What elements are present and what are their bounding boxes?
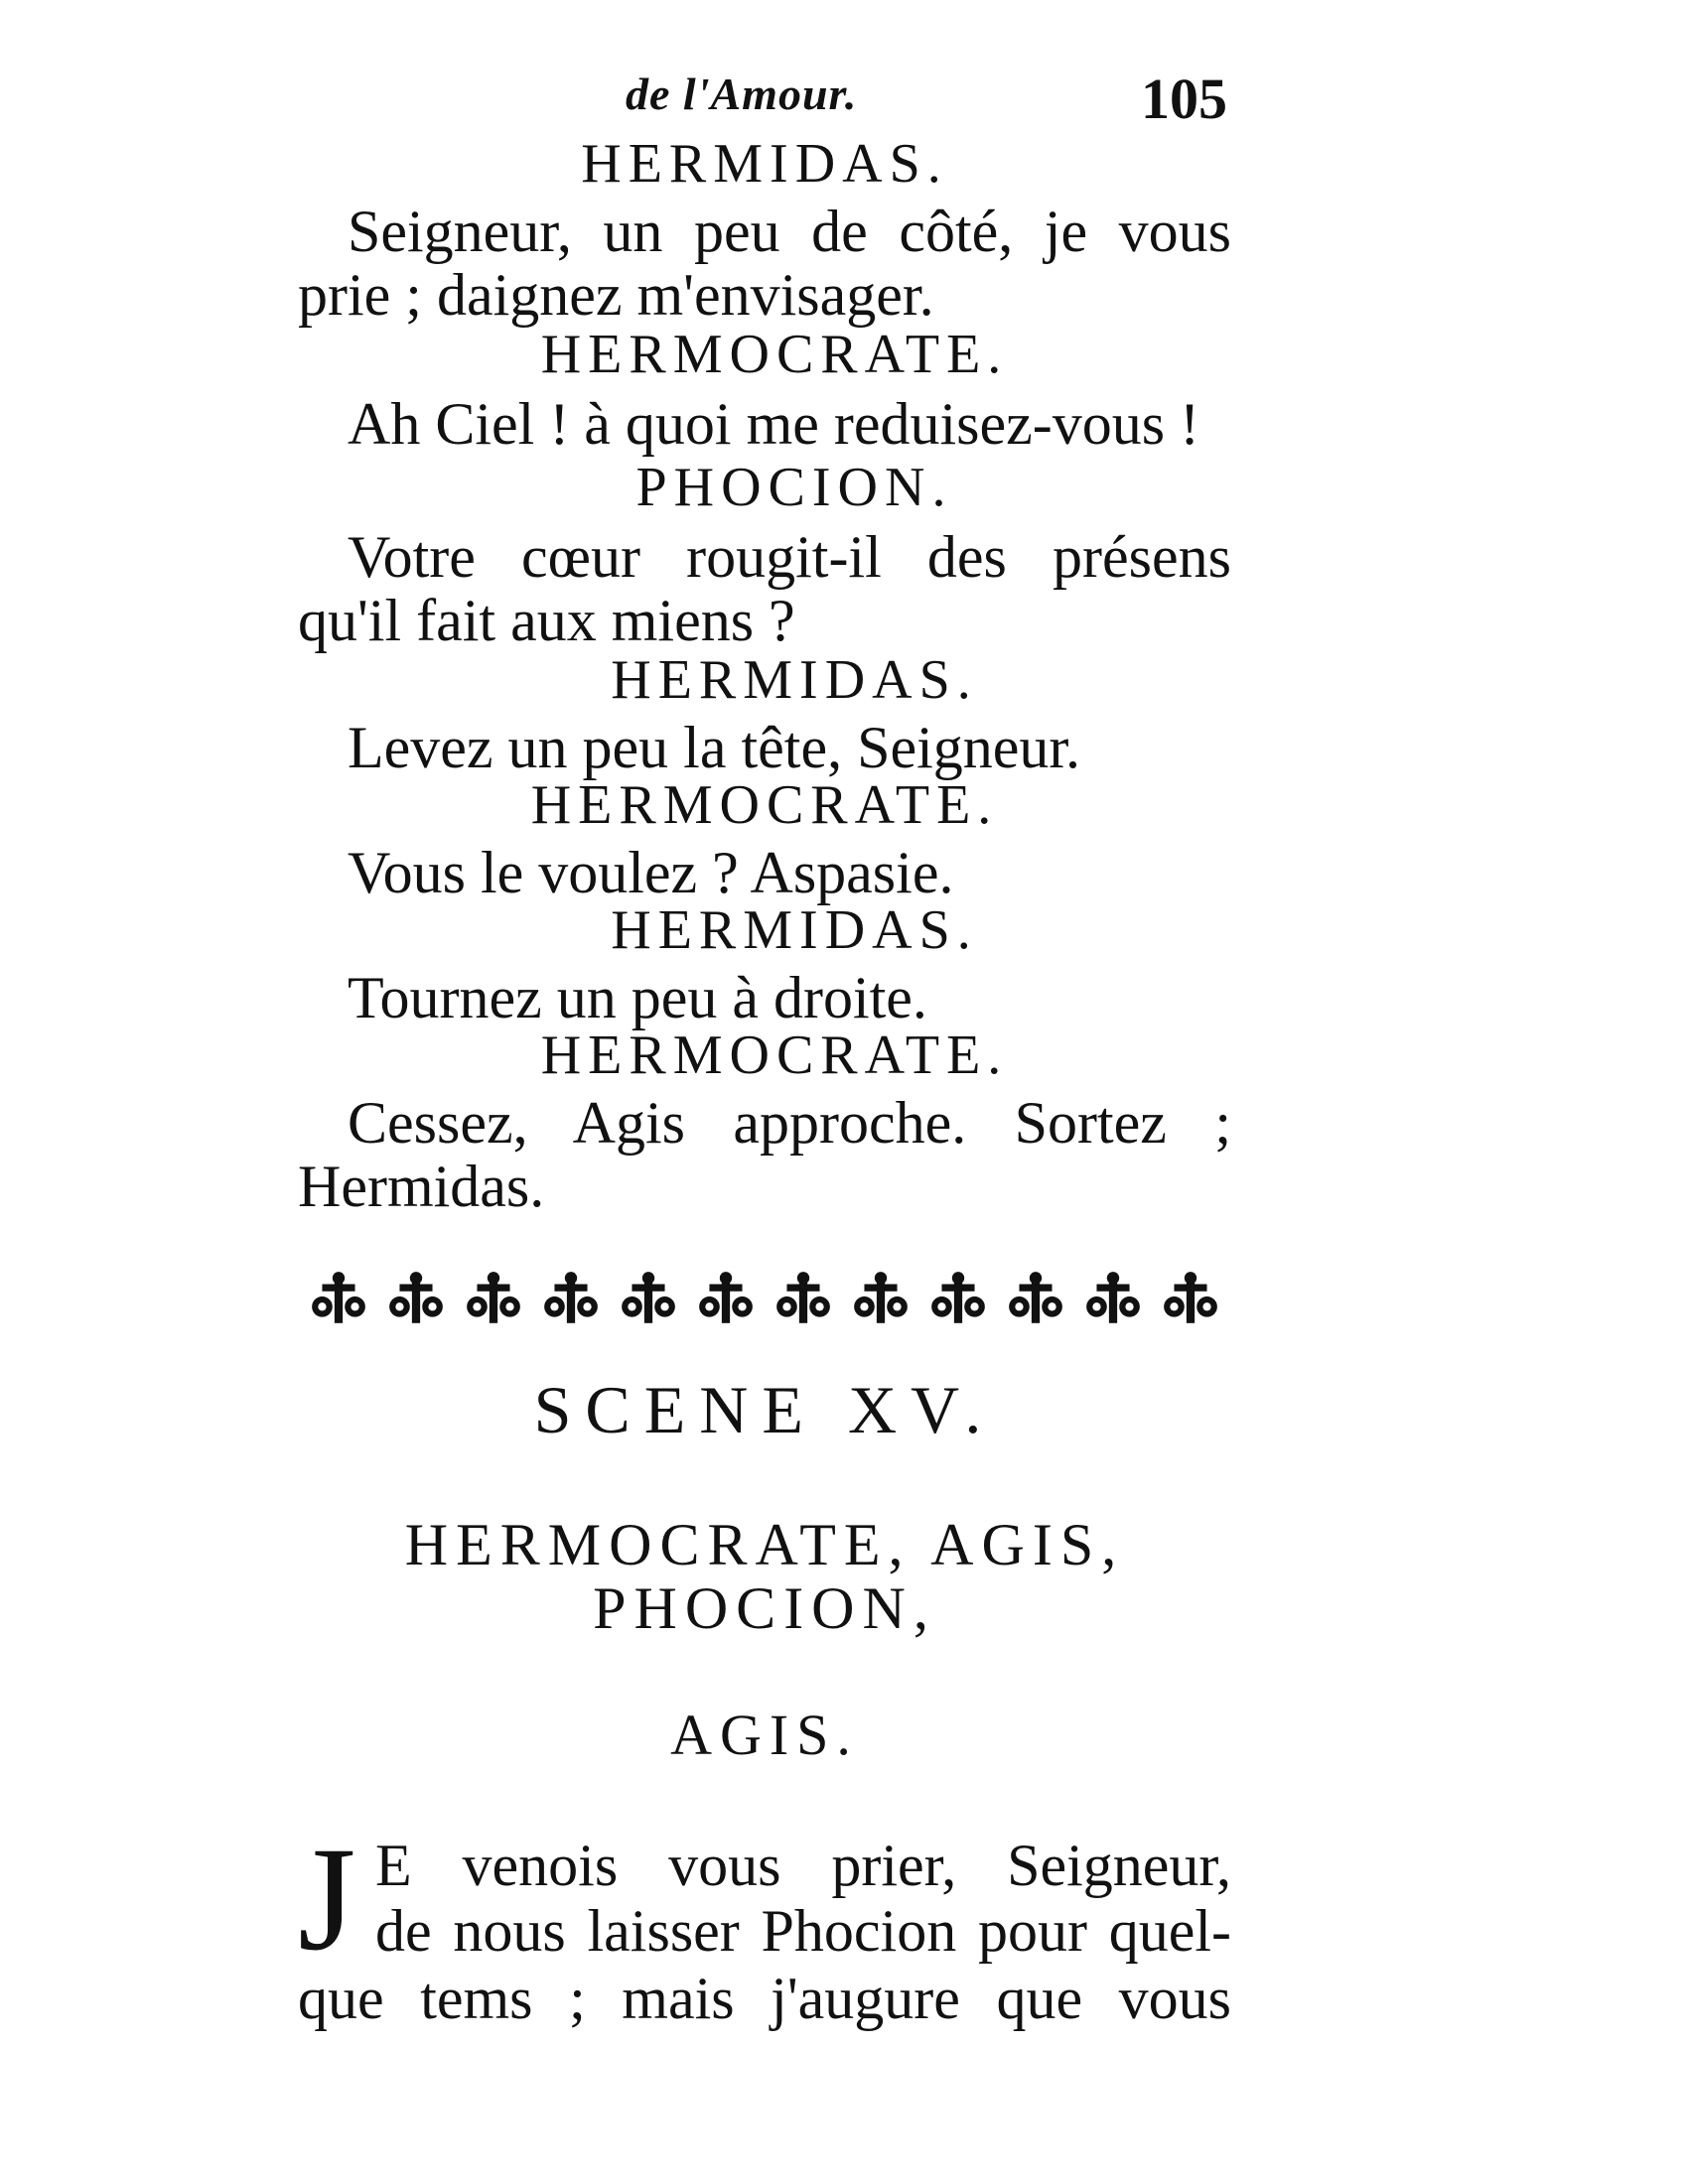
speaker-name: HERMIDAS. (611, 899, 978, 961)
speech-line: que tems ; mais j'augure que vous (298, 1966, 1231, 2031)
dialogue-line: Votre cœur rougit-il des présens (348, 524, 1231, 590)
fleuron-icon (1082, 1268, 1144, 1329)
fleuron-icon (850, 1268, 912, 1329)
fleuron-icon (927, 1268, 989, 1329)
speaker-name: HERMIDAS. (611, 649, 978, 711)
speech-line: E venois vous prier, Seigneur, (375, 1833, 1231, 1898)
drop-cap: J (298, 1817, 356, 1981)
cast-list: PHOCION, (593, 1575, 936, 1641)
speaker-name: PHOCION. (635, 457, 953, 518)
fleuron-icon (773, 1268, 834, 1329)
speaker-name: HERMOCRATE. (540, 324, 1009, 385)
fleuron-icon (540, 1268, 602, 1329)
cast-list: HERMOCRATE, AGIS, (404, 1512, 1125, 1577)
dialogue-line: Tournez un peu à droite. (348, 965, 927, 1030)
ornament-band (308, 1259, 1221, 1338)
fleuron-icon (1160, 1268, 1221, 1329)
dialogue-line: Vous le voulez ? Aspasie. (348, 840, 954, 905)
fleuron-icon (695, 1268, 757, 1329)
fleuron-icon (308, 1268, 369, 1329)
dialogue-line: Cessez, Agis approche. Sortez ; (348, 1090, 1231, 1156)
dialogue-line: Seigneur, un peu de côté, je vous (348, 199, 1231, 264)
page-number: 105 (1141, 67, 1227, 131)
dialogue-line: Ah Ciel ! à quoi me reduisez-vous ! (348, 391, 1200, 457)
dialogue-line: Hermidas. (298, 1154, 545, 1219)
speaker-name: AGIS. (670, 1703, 859, 1767)
dialogue-line: qu'il fait aux miens ? (298, 588, 795, 653)
scene-title: SCENE XV. (533, 1372, 996, 1447)
dialogue-line: prie ; daignez m'envisager. (298, 262, 934, 328)
speaker-name: HERMIDAS. (581, 133, 948, 195)
fleuron-icon (463, 1268, 524, 1329)
running-head: de l'Amour. (626, 68, 858, 119)
speech-line: de nous laisser Phocion pour quel- (375, 1898, 1231, 1964)
speaker-name: HERMOCRATE. (540, 1024, 1009, 1086)
dialogue-line: Levez un peu la tête, Seigneur. (348, 715, 1081, 780)
fleuron-icon (1005, 1268, 1066, 1329)
fleuron-icon (618, 1268, 679, 1329)
speaker-name: HERMOCRATE. (530, 774, 999, 836)
fleuron-icon (385, 1268, 447, 1329)
